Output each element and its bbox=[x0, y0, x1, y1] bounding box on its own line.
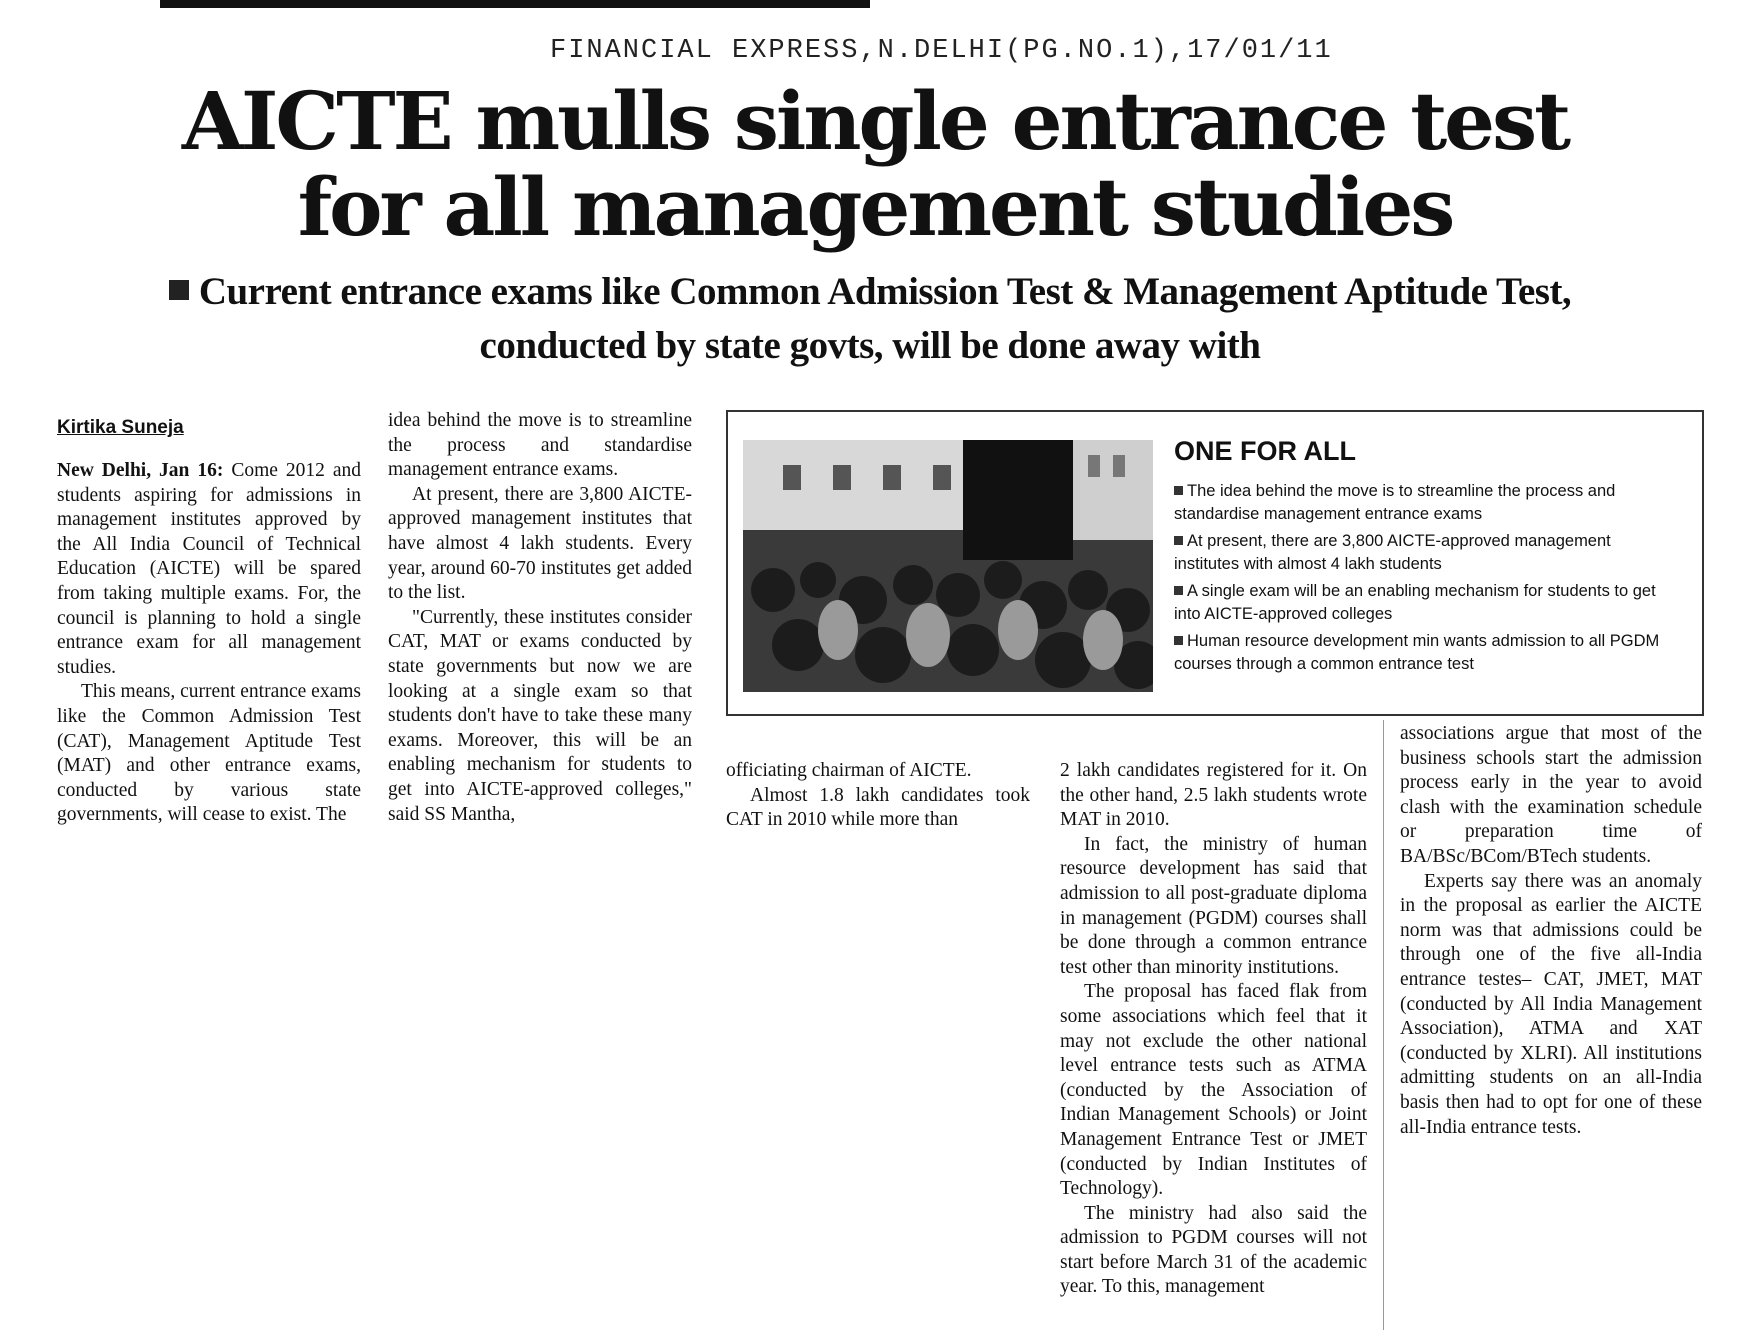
source-line: FINANCIAL EXPRESS,N.DELHI(PG.NO.1),17/01/11 bbox=[550, 36, 1333, 66]
column-4-paragraph-1: 2 lakh candidates registered for it. On the other hand, 2.5 lakh students wrote MAT in 2010. bbox=[1060, 760, 1367, 831]
column-5-paragraph-1: associations argue that most of the business schools start the admission process early in the year to avoid clash with the examination schedule or preparation time of BA/BSc/BCom/BTech students. bbox=[1400, 723, 1702, 867]
sidebar-point: At present, there are 3,800 AICTE-approved management institutes with almost 4 lakh students bbox=[1174, 532, 1611, 573]
bullet-icon bbox=[1174, 586, 1183, 595]
dateline: New Delhi, Jan 16: bbox=[57, 460, 224, 481]
column-2-paragraph-1: idea behind the move is to streamline the process and standardise management entrance exams. bbox=[388, 410, 692, 481]
column-1-paragraph-2: This means, current entrance exams like the Common Admission Test (CAT), Management Aptitude Test (MAT) and other entrance exams, conducted by various state governments, will cease to exist. The bbox=[57, 681, 361, 826]
bullet-icon bbox=[169, 280, 189, 300]
byline: Kirtika Suneja bbox=[57, 417, 184, 438]
sidebar-list bbox=[1174, 480, 1674, 680]
column-2-paragraph-3: "Currently, these institutes consider CAT, MAT or exams conducted by state governments but now we are looking at a single exam so that students don't have to take these many exams. Moreover, this will be an enabling mechanism for students to get into AICTE-approved colleges," said SS Mantha, bbox=[388, 606, 692, 825]
column-5-paragraph-2: Experts say there was an anomaly in the proposal as earlier the AICTE norm was that admissions could be through one of the five all-India entrance testes– CAT, JMET, MAT (conducted by All India Management Association), ATMA and XAT (conducted by XLRI). All institutions admitting students on an all-India basis then had to opt for one of these all-India entrance tests. bbox=[1400, 870, 1702, 1138]
column-1-paragraph-1: New Delhi, Jan 16: Come 2012 and students aspiring for admissions in management institutes approved by the All India Council of Technical Education (AICTE) will be spared from taking multiple exams. For, the council is planning to hold a single entrance exam for all management studies. bbox=[57, 460, 361, 678]
column-2-paragraph-2: At present, there are 3,800 AICTE-approved management institutes that have almost 4 lakh students. Every year, around 60-70 institutes get added to the list. bbox=[388, 483, 692, 604]
column-divider bbox=[1383, 720, 1384, 1330]
column-4-paragraph-3: The proposal has faced flak from some associations which feel that it may not exclude the other national level entrance tests such as ATMA (conducted by the Association of Indian Management Schools) or Joint Management Entrance Test or JMET (conducted by Indian Institutes of Technology). bbox=[1060, 981, 1367, 1200]
bullet-icon bbox=[1174, 536, 1183, 545]
bullet-icon bbox=[1174, 486, 1183, 495]
column-3-paragraph-2: Almost 1.8 lakh candidates took CAT in 2010 while more than bbox=[726, 784, 1030, 831]
sidebar-point: A single exam will be an enabling mechanism for students to get into AICTE-approved colleges bbox=[1174, 582, 1656, 623]
column-4 bbox=[1060, 759, 1367, 1300]
sidebar-point: The idea behind the move is to streamline the process and standardise management entrance exams bbox=[1174, 482, 1616, 523]
column-1 bbox=[57, 459, 361, 828]
column-5 bbox=[1400, 722, 1702, 1140]
sidebar-point: Human resource development min wants admission to all PGDM courses through a common entrance test bbox=[1174, 632, 1660, 673]
sidebar-title: ONE FOR ALL bbox=[1174, 436, 1356, 466]
headline: AICTE mulls single entrance test for all management studies bbox=[181, 74, 1569, 254]
bullet-icon bbox=[1174, 636, 1183, 645]
crowd-photo bbox=[743, 440, 1153, 692]
column-3-paragraph-1: officiating chairman of AICTE. bbox=[726, 760, 972, 781]
deck-text: Current entrance exams like Common Admission Test & Management Aptitude Test, conducted by state govts, will be done away with bbox=[198, 270, 1572, 367]
column-3 bbox=[726, 759, 1030, 833]
deck bbox=[160, 265, 1580, 373]
top-rule bbox=[160, 0, 870, 8]
column-4-paragraph-4: The ministry had also said the admission to PGDM courses will not start before March 31 of the academic year. To this, management bbox=[1060, 1202, 1367, 1298]
column-2 bbox=[388, 409, 692, 827]
column-4-paragraph-2: In fact, the ministry of human resource development has said that admission to all post-graduate diploma in management (PGDM) courses shall be done through a common entrance test other than minority institutions. bbox=[1060, 833, 1367, 978]
